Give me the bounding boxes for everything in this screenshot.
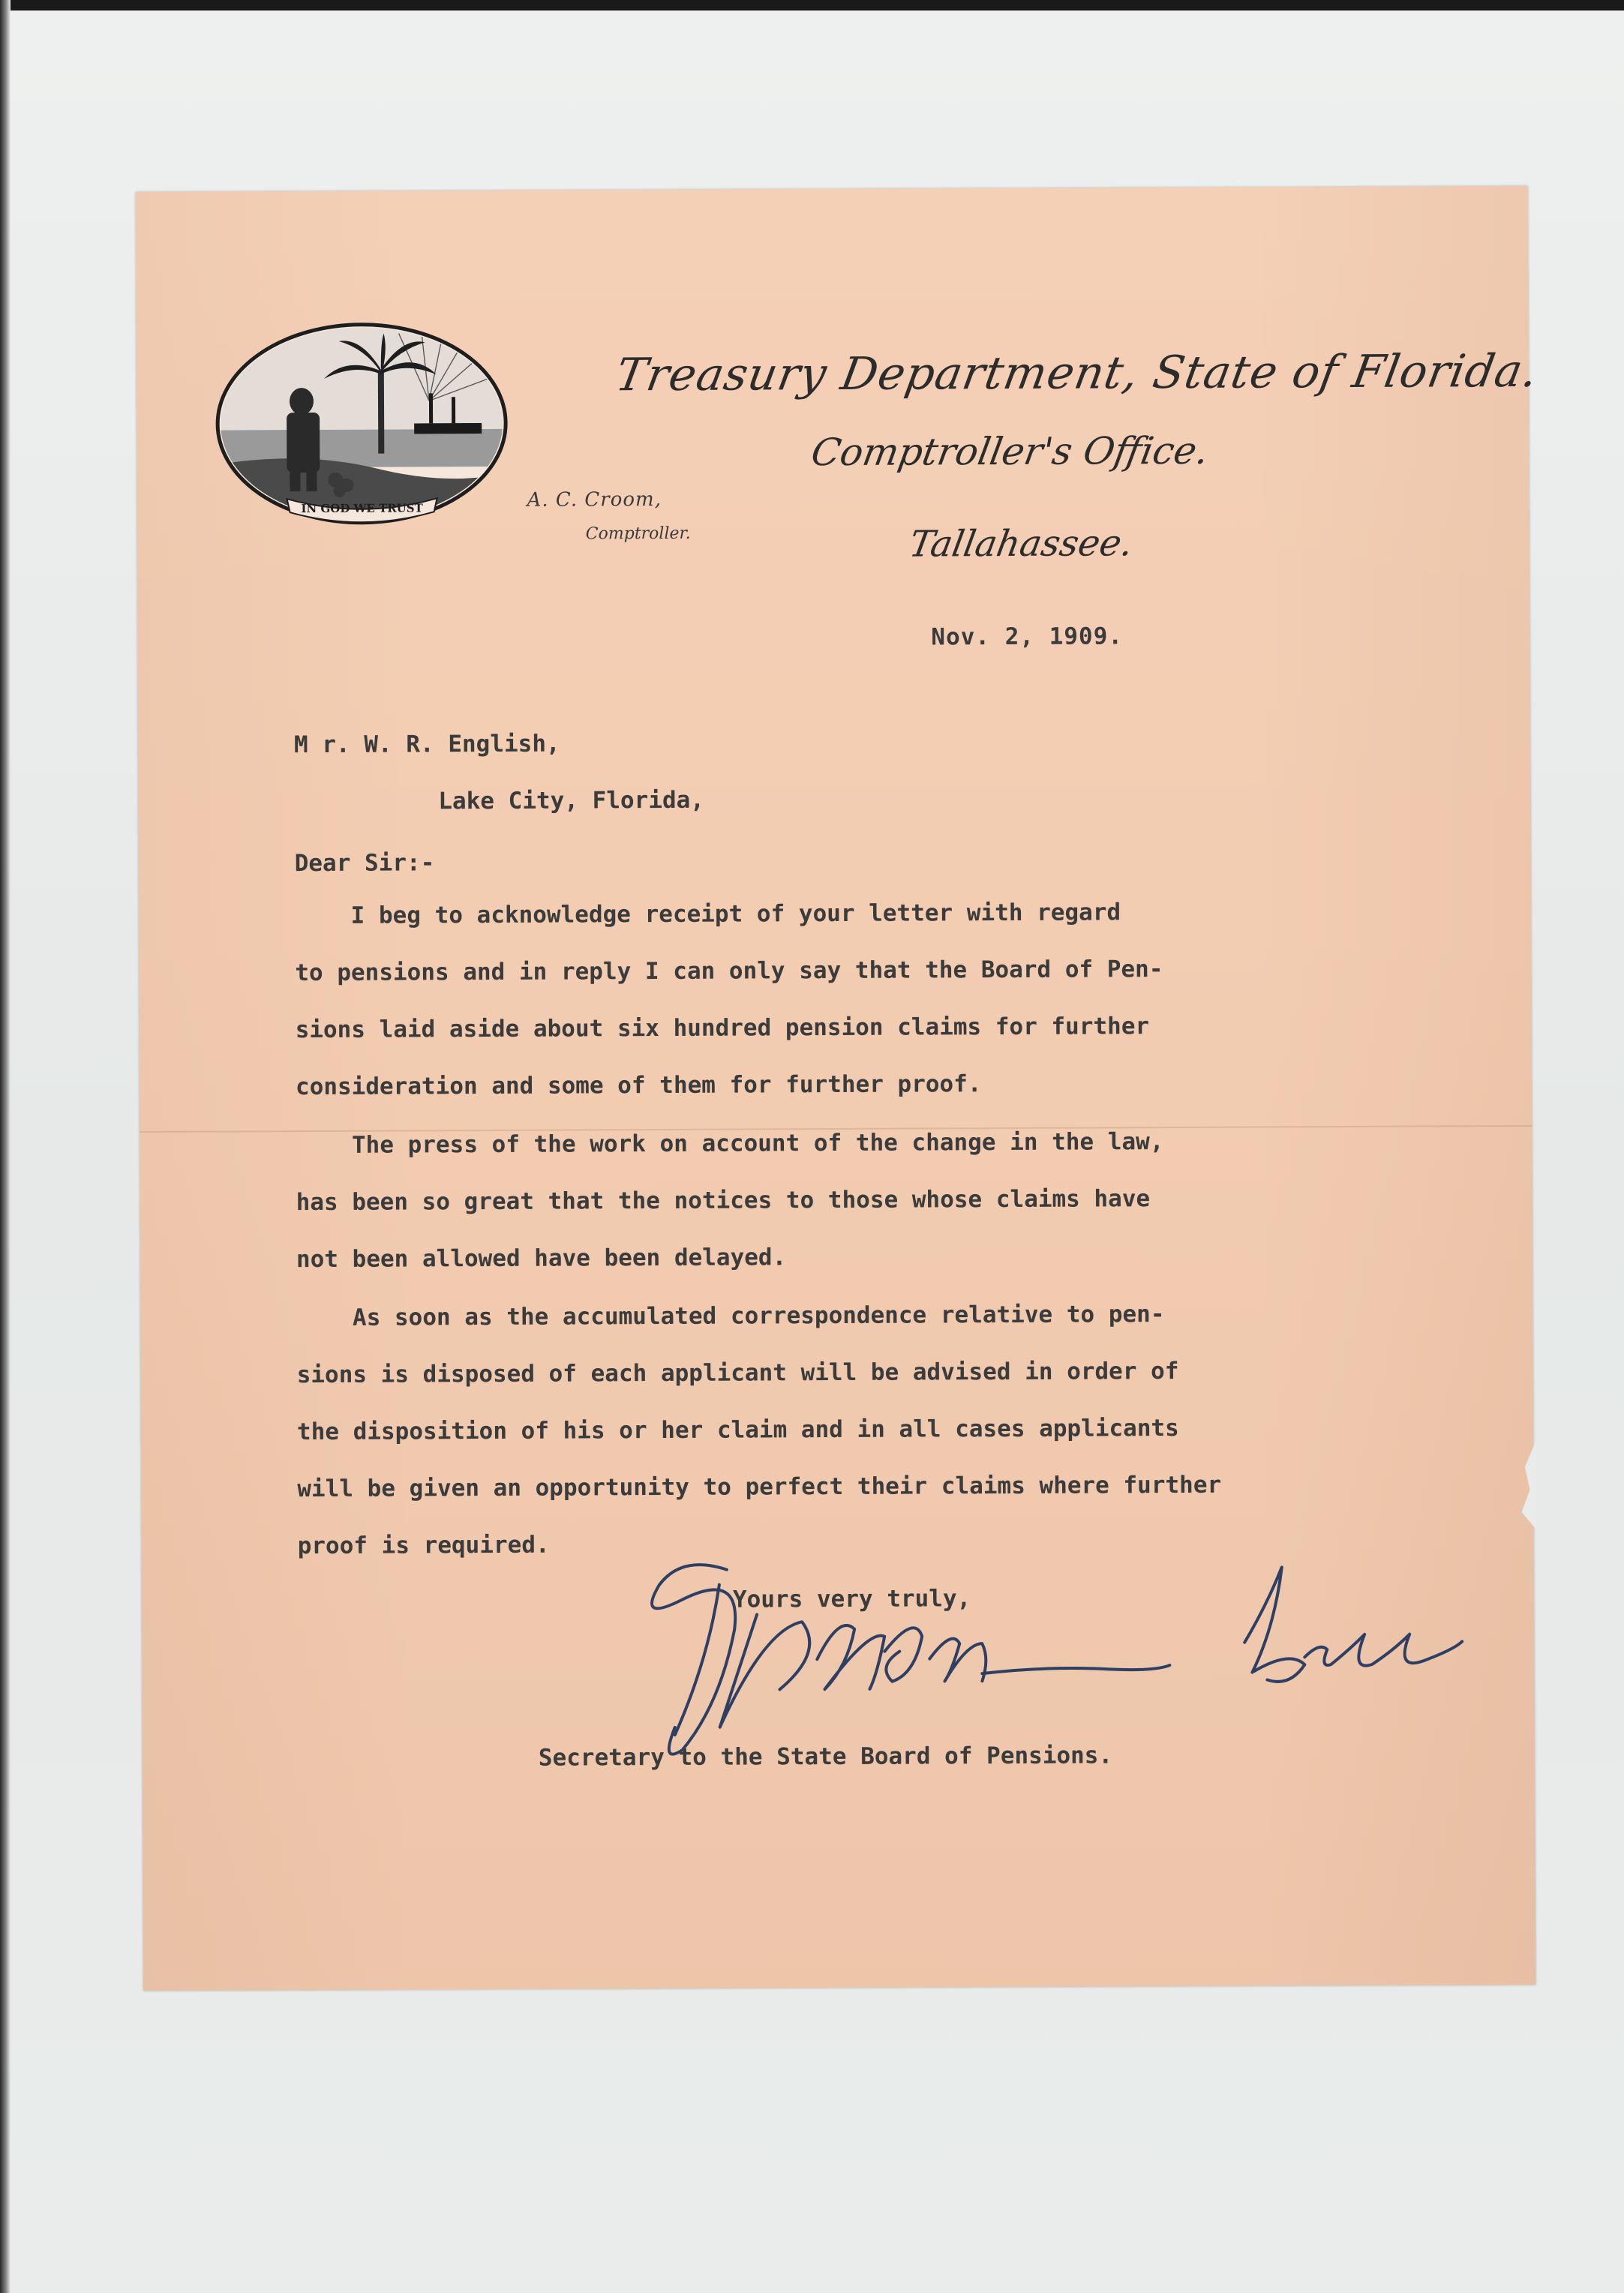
scan-top-edge xyxy=(0,0,1624,11)
florida-seal-icon xyxy=(212,318,512,537)
torn-edge xyxy=(1520,1440,1537,1530)
letterhead-department: Treasury Department, State of Florida. xyxy=(611,344,1542,402)
handwritten-signature xyxy=(629,1536,1515,1765)
body-line: will be given an opportunity to perfect their claims where further xyxy=(297,1471,1222,1503)
letterhead-office: Comptroller's Office. xyxy=(808,428,1212,475)
body-line: consideration and some of them for further proof. xyxy=(295,1070,982,1101)
body-line: has been so great that the notices to those whose claims have xyxy=(296,1185,1151,1217)
body-line: As soon as the accumulated correspondence relative to pen- xyxy=(296,1301,1165,1332)
letter-date: Nov. 2, 1909. xyxy=(931,623,1124,651)
recipient-address: Lake City, Florida, xyxy=(438,786,705,815)
body-line: not been allowed have been delayed. xyxy=(296,1244,787,1274)
body-line: proof is required. xyxy=(297,1531,550,1560)
closing: Yours very truly, xyxy=(732,1585,971,1613)
recipient-name: M r. W. R. English, xyxy=(293,730,560,759)
body-line: to pensions and in reply I can only say that the Board of Pen- xyxy=(295,956,1163,987)
seal-motto: IN GOD WE TRUST xyxy=(301,501,423,516)
letterhead-city: Tallahassee. xyxy=(906,522,1136,566)
body-line: I beg to acknowledge receipt of your letter with regard xyxy=(294,899,1121,930)
body-line: the disposition of his or her claim and in all cases applicants xyxy=(296,1415,1179,1446)
comptroller-name: A. C. Croom, xyxy=(527,488,662,512)
body-line: The press of the work on account of the change in the law, xyxy=(296,1128,1164,1160)
scan-left-edge xyxy=(0,0,11,2293)
signer-title: Secretary to the State Board of Pensions. xyxy=(538,1742,1113,1772)
letter-paper xyxy=(136,186,1542,1991)
body-line: sions laid aside about six hundred pension claims for further xyxy=(295,1013,1150,1044)
salutation: Dear Sir:- xyxy=(294,849,435,878)
body-line: sions is disposed of each applicant will be advised in order of xyxy=(296,1358,1179,1389)
comptroller-title: Comptroller. xyxy=(585,524,691,544)
